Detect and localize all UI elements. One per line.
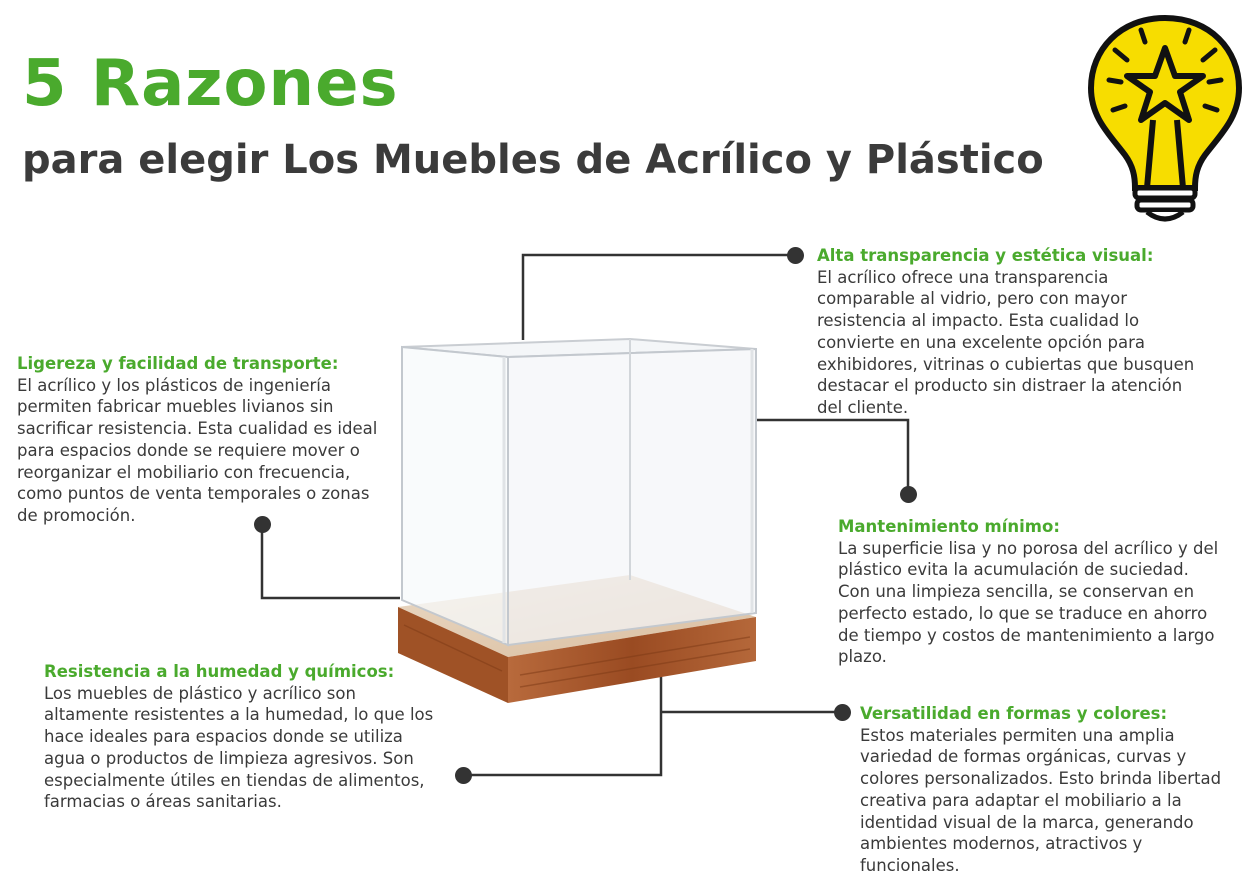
reason-line: Estos materiales permiten una amplia [860,725,1175,745]
reason-line: de promoción. [17,505,136,525]
reason-versatility [860,703,1248,877]
reason-line: especialmente útiles en tiendas de alimentos, [44,770,425,790]
reason-line: plazo. [838,647,887,667]
reason-maintenance [838,516,1250,668]
reason-line: sacrificar resistencia. Esta cualidad es ideal [17,419,378,439]
reason-line: Los muebles de plástico y acrílico son [44,683,356,703]
reason-line: convierte en una excelente opción para [817,332,1146,352]
connector-dot-versatility [834,704,851,721]
reason-line: ambientes modernos, atractivos y [860,834,1143,854]
reason-heading: Alta transparencia y estética visual: [817,246,1154,265]
reason-line: comparable al vidrio, pero con mayor [817,289,1127,309]
reason-line: exhibidores, vitrinas o cubiertas que busquen [817,354,1195,374]
reason-line: destacar el producto sin distraer la atención [817,376,1183,396]
reason-line: como puntos de venta temporales o zonas [17,484,370,504]
reason-line: colores personalizados. Esto brinda libertad [860,769,1222,789]
page-subtitle: para elegir Los Muebles de Acrílico y Plástico [22,137,1044,183]
reason-line: El acrílico ofrece una transparencia [817,267,1109,287]
connector-dot-maintenance [900,486,917,503]
reason-lightness [17,353,402,527]
acrylic-display-case-image [390,335,770,715]
reason-line: variedad de formas orgánicas, curvas y [860,747,1187,767]
reason-heading: Mantenimiento mínimo: [838,517,1060,536]
reason-line: creativa para adaptar el mobiliario a la [860,790,1182,810]
reason-line: plástico evita la acumulación de suciedad. [838,560,1189,580]
reason-line: para espacios donde se requiere mover o [17,440,360,460]
reason-heading: Ligereza y facilidad de transporte: [17,354,339,373]
reason-humidity [44,661,464,813]
reason-line: de tiempo y costos de mantenimiento a largo [838,625,1215,645]
reason-line: identidad visual de la marca, generando [860,812,1194,832]
reason-line: perfecto estado, lo que se traduce en ahorro [838,603,1208,623]
reason-line: La superficie lisa y no porosa del acrílico y del [838,538,1219,558]
reason-line: resistencia al impacto. Esta cualidad lo [817,311,1140,331]
reason-line: altamente resistentes a la humedad, lo que los [44,705,434,725]
reason-line: reorganizar el mobiliario con frecuencia, [17,462,351,482]
reason-line: Con una limpieza sencilla, se conservan en [838,582,1195,602]
reason-line: permiten fabricar muebles livianos sin [17,397,334,417]
connector-dot-transparency [787,247,804,264]
reason-line: hace ideales para espacios donde se utiliza [44,727,403,747]
reason-line: El acrílico y los plásticos de ingeniería [17,375,331,395]
reason-line: agua o productos de limpieza agresivos. Son [44,748,414,768]
reason-transparency [817,245,1247,419]
reason-line: farmacias o áreas sanitarias. [44,792,282,812]
page-title: 5 Razones [22,47,399,121]
reason-line: del cliente. [817,397,909,417]
reason-heading: Resistencia a la humedad y químicos: [44,662,395,681]
reason-line: funcionales. [860,855,960,875]
reason-heading: Versatilidad en formas y colores: [860,704,1168,723]
